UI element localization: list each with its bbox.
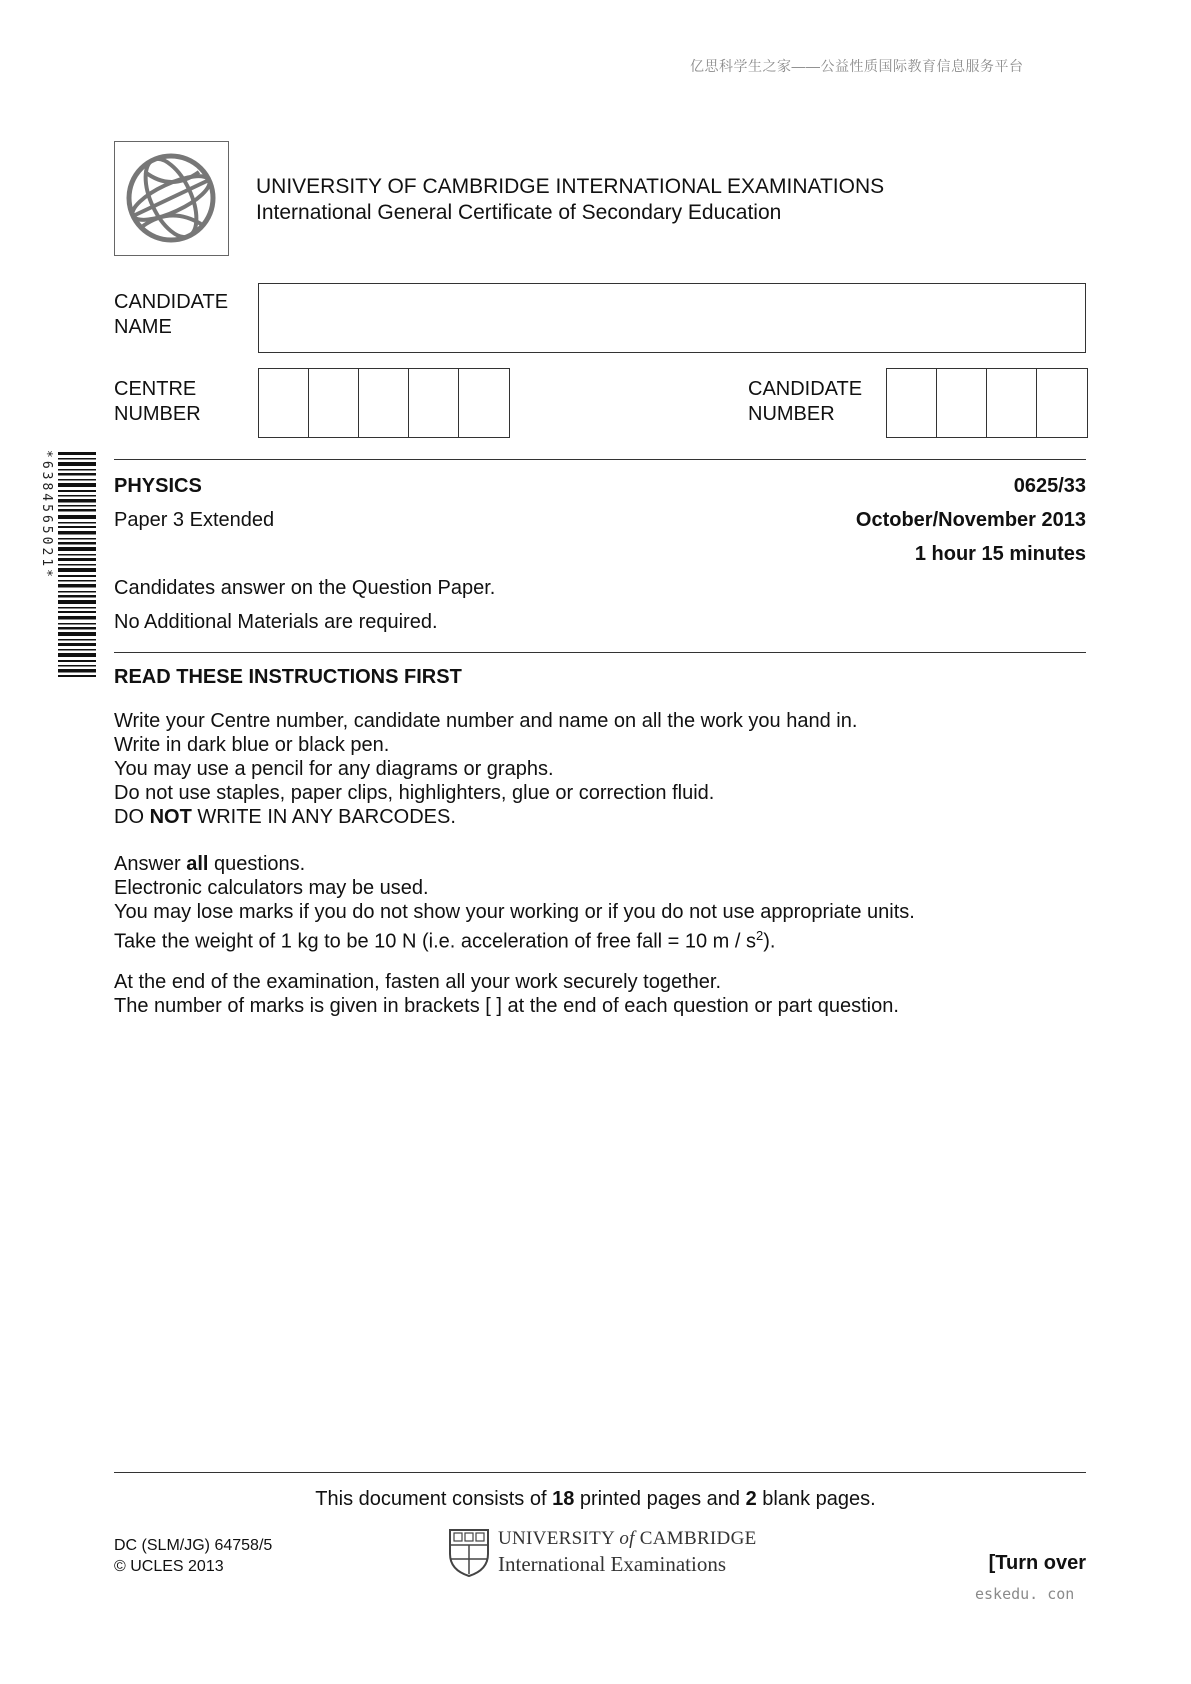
turn-over-note: [Turn over [988,1552,1086,1574]
candidate-number-cell[interactable] [1037,369,1087,437]
instruction-line: Electronic calculators may be used. [114,877,429,899]
barcode-icon [40,450,100,680]
divider [114,459,1086,460]
instructions-block-3 [114,970,899,1018]
cambridge-wordmark-line1: UNIVERSITY of CAMBRIDGE [498,1528,757,1549]
instructions-block-1 [114,709,857,829]
instruction-line: At the end of the examination, fasten all your work securely together. [114,971,722,993]
centre-number-cell[interactable] [459,369,509,437]
paper-code: 0625/33 [1013,475,1086,497]
watermark-top: 亿思科学生之家——公益性质国际教育信息服务平台 [690,58,1024,74]
instructions-block-2 [114,852,915,954]
candidate-name-field[interactable] [258,283,1086,353]
instructions-heading: READ THESE INSTRUCTIONS FIRST [114,666,462,688]
cambridge-globe-logo [114,141,229,256]
instruction-line: Write your Centre number, candidate number and name on all the work you hand in. [114,710,858,732]
candidate-number-cell[interactable] [887,369,937,437]
centre-number-cell[interactable] [259,369,309,437]
globe-icon [115,142,228,255]
instruction-line: You may lose marks if you do not show your working or if you do not use appropriate units. [114,901,915,923]
centre-number-cell[interactable] [409,369,459,437]
document-reference: DC (SLM/JG) 64758/5 © UCLES 2013 [114,1537,273,1575]
instruction-line: Write in dark blue or black pen. [114,734,390,756]
materials-note: No Additional Materials are required. [114,611,438,633]
instruction-line: Take the weight of 1 kg to be 10 N (i.e. acceleration of free fall = 10 m / $s^2$). [114,928,776,953]
divider [114,1472,1086,1473]
centre-number-cell[interactable] [309,369,359,437]
candidate-name-label: CANDIDATE NAME [114,291,229,338]
instruction-line: DO NOT WRITE IN ANY BARCODES. [114,806,456,828]
instruction-line: You may use a pencil for any diagrams or graphs. [114,758,554,780]
centre-number-field[interactable] [258,368,510,438]
exam-duration: 1 hour 15 minutes [914,543,1086,565]
exam-board-title: UNIVERSITY OF CAMBRIDGE INTERNATIONAL EXAMINATIONS [256,175,885,198]
instruction-line: Answer all questions. [114,853,306,875]
exam-session: October/November 2013 [855,509,1086,531]
subject-title: PHYSICS [114,475,202,497]
centre-number-label: CENTRE NUMBER [114,378,201,425]
candidate-number-cell[interactable] [987,369,1037,437]
instruction-line: Do not use staples, paper clips, highlighters, glue or correction fluid. [114,782,715,804]
instruction-line: The number of marks is given in brackets [ ] at the end of each question or part question. [114,995,899,1017]
paper-name: Paper 3 Extended [114,509,275,531]
answer-location-note: Candidates answer on the Question Paper. [114,577,496,599]
cambridge-shield-icon [448,1528,490,1578]
candidate-number-cell[interactable] [937,369,987,437]
cambridge-wordmark-line2: International Examinations [498,1552,727,1576]
barcode-digits: *6384565021* [39,450,54,580]
candidate-number-field[interactable] [886,368,1088,438]
centre-number-cell[interactable] [359,369,409,437]
qualification-title: International General Certificate of Secondary Education [256,201,782,224]
page-count-note: This document consists of 18 printed pages and 2 blank pages. [315,1488,876,1510]
candidate-number-label: CANDIDATE NUMBER [748,378,863,425]
watermark-bottom: eskedu. con [975,1585,1075,1603]
divider [114,652,1086,653]
